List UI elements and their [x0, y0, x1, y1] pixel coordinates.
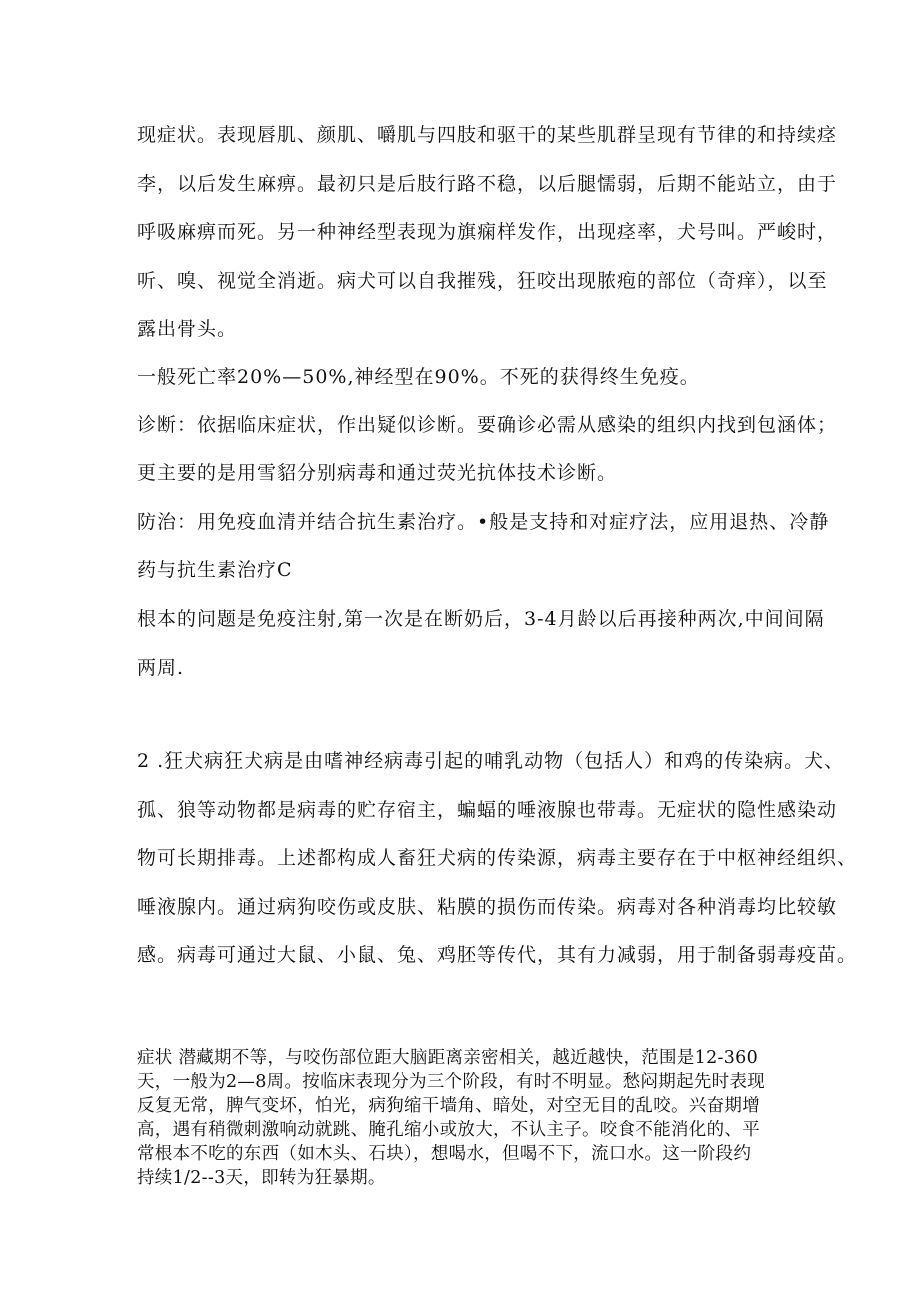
paragraph-1-line-5: 露出骨头。: [137, 318, 238, 340]
symptoms-line-6: 持续1/2--3天，即转为狂暴期。: [137, 1168, 386, 1188]
rabies-line-1: 2 .狂犬病狂犬病是由嗜神经病毒引起的哺乳动物（包括人）和鸡的传染病。犬、: [137, 750, 845, 772]
symptoms-line-4: 高，遇有稍微刺激响动就跳、腌孔缩小或放大，不认主子。咬食不能消化的、平: [137, 1120, 760, 1140]
symptoms-line-1: 症状 潜藏期不等，与咬伤部位距大脑距离亲密相关，越近越快，范围是12-360: [137, 1048, 759, 1068]
rabies-line-2: 孤、狼等动物都是病毒的贮存宿主，蝙蝠的唾液腺也带毒。无症状的隐性感染动: [137, 799, 838, 821]
symptoms-line-5: 常根本不吃的东西（如木头、石块），想喝水，但喝不下，流口水。这一阶段约: [137, 1144, 752, 1164]
vaccination-line-2: 两周.: [137, 657, 185, 679]
diagnosis-line-2: 更主要的是用雪貂分别病毒和通过荧光抗体技术诊断。: [137, 462, 618, 484]
paragraph-1-line-3: 呼吸麻痹而死。另一种神经型表现为旗痫样发作，出现痉率，犬号叫。严峻时，: [137, 221, 838, 243]
rabies-line-3: 物可长期排毒。上述都构成人畜狂犬病的传染源，病毒主要存在于中枢神经组织、: [137, 847, 858, 869]
symptoms-line-3: 反复无常，脾气变坏，怕光，病狗缩干墙角、暗处，对空无目的乱咬。兴奋期增: [137, 1096, 760, 1116]
symptoms-line-2: 天，一般为2—8周。按临床表现分为三个阶段，有时不明显。愁闷期起先时表现: [137, 1072, 766, 1092]
treatment-line-1: 防治：用免疫血清并结合抗生素治疗。•般是支持和对症疗法，应用退热、冷静: [137, 511, 830, 533]
rabies-line-4: 唾液腺内。通过病狗咬伤或皮肤、粘膜的损伤而传染。病毒对各种消毒均比较敏: [137, 896, 838, 918]
treatment-line-2: 药与抗生素治疗C: [137, 559, 293, 581]
paragraph-1-line-2: 李，以后发生麻痹。最初只是后肢行路不稳，以后腿懦弱，后期不能站立，由于: [137, 173, 838, 195]
vaccination-line-1: 根本的问题是免疫注射,第一次是在断奶后，3-4月龄以后再接种两次,中间间隔: [137, 608, 825, 630]
rabies-line-5: 感。病毒可通过大鼠、小鼠、兔、鸡胚等传代，其有力减弱，用于制备弱毒疫苗。: [137, 944, 858, 966]
diagnosis-line-1: 诊断：依据临床症状，作出疑似诊断。要确诊必需从感染的组织内找到包涵体；: [137, 414, 838, 436]
mortality-line: 一般死亡率20%—50%,神经型在90%。不死的获得终生免疫。: [137, 366, 700, 388]
paragraph-1-line-4: 听、嗅、视觉全消逝。病犬可以自我摧残，狂咬出现脓疱的部位（奇痒），以至: [137, 270, 828, 292]
paragraph-1-line-1: 现症状。表现唇肌、颜肌、嚼肌与四肢和驱干的某些肌群呈现有节律的和持续痉: [137, 124, 838, 146]
